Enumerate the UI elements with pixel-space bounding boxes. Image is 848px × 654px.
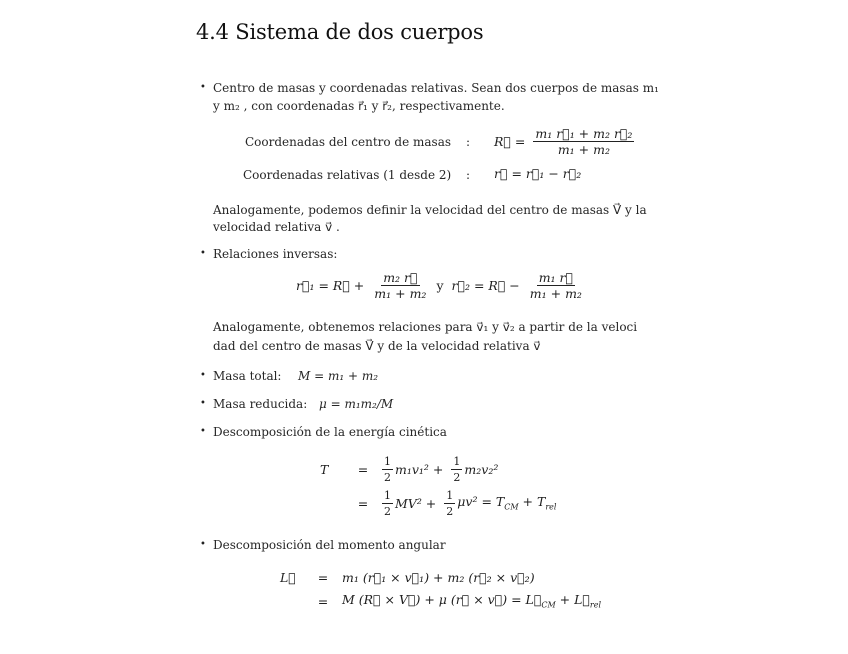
item-label: Masa total: bbox=[213, 369, 282, 383]
equation-lhs: L⃗ bbox=[280, 569, 296, 585]
term-text: + L⃗ bbox=[555, 592, 590, 608]
equation-term: m₁ (r⃗₁ × v⃗₁) + m₂ (r⃗₂ × v⃗₂) bbox=[342, 569, 535, 585]
subscript: CM bbox=[541, 600, 556, 610]
fraction-denominator: 2 bbox=[384, 470, 391, 484]
equation-label: Coordenadas del centro de masas bbox=[245, 135, 452, 149]
equals-sign: = bbox=[357, 495, 369, 511]
subscript: rel bbox=[545, 502, 557, 512]
subscript: rel bbox=[589, 600, 602, 610]
equation-term bbox=[342, 592, 601, 610]
paragraph-line: velocidad relativa v⃗ . bbox=[213, 220, 340, 234]
fraction-numerator: 1 bbox=[384, 488, 391, 502]
fraction-denominator: m₁ + m₂ bbox=[557, 142, 610, 157]
equation-label: Coordenadas relativas (1 desde 2) bbox=[243, 168, 452, 182]
fraction bbox=[382, 454, 393, 485]
bullet: • bbox=[200, 426, 206, 437]
bullet: • bbox=[200, 248, 206, 259]
fraction bbox=[528, 270, 584, 301]
fraction bbox=[444, 488, 455, 519]
equation-colon: : bbox=[466, 135, 471, 149]
fraction-numerator: 1 bbox=[453, 454, 461, 468]
inverse-relations-equation bbox=[296, 270, 584, 301]
fraction-numerator: 1 bbox=[446, 488, 454, 502]
fraction-numerator: m₁ r⃗ bbox=[538, 270, 574, 285]
equation-term: MV² + bbox=[395, 495, 437, 511]
equation-term: r⃗₁ = R⃗ + bbox=[296, 278, 365, 293]
paragraph-line: Centro de masas y coordenadas relativas. Sean dos cuerpos de masas m₁ bbox=[213, 81, 659, 95]
paragraph-line: y m₂ , con coordenadas r⃗₁ y r⃗₂, respectivamente. bbox=[213, 99, 505, 113]
fraction-denominator: 2 bbox=[453, 470, 461, 484]
fraction-denominator: 2 bbox=[446, 504, 454, 518]
equation-term: m₂v₂² bbox=[464, 461, 499, 477]
term-text: μv² = T bbox=[457, 494, 505, 510]
conjunction: y bbox=[436, 278, 444, 293]
subscript: CM bbox=[504, 502, 519, 512]
fraction-denominator: 2 bbox=[384, 504, 391, 518]
paragraph-line: dad del centro de masas V⃗ y de la velocidad relativa v⃗ bbox=[213, 339, 541, 353]
equation-term: m₁v₁² + bbox=[395, 461, 444, 477]
equals-sign: = bbox=[317, 593, 329, 609]
section-title: 4.4 Sistema de dos cuerpos bbox=[196, 20, 484, 44]
fraction-denominator: m₁ + m₂ bbox=[374, 286, 427, 301]
fraction-denominator: m₁ + m₂ bbox=[529, 286, 582, 301]
bullet: • bbox=[200, 398, 206, 409]
fraction bbox=[451, 454, 462, 485]
equation-colon: : bbox=[466, 168, 471, 182]
equation-term bbox=[457, 494, 556, 512]
item-label: Descomposición del momento angular bbox=[213, 538, 446, 552]
equation-lhs: T bbox=[320, 461, 329, 477]
kinetic-energy-equation bbox=[320, 452, 600, 520]
fraction bbox=[372, 270, 428, 301]
fraction-numerator: m₁ r⃗₁ + m₂ r⃗₂ bbox=[535, 126, 633, 141]
equals-sign: = bbox=[317, 569, 329, 585]
bullet: • bbox=[200, 370, 206, 381]
item-label: Descomposición de la energía cinética bbox=[213, 425, 447, 439]
item-label: Relaciones inversas: bbox=[213, 247, 338, 261]
equals-sign: = bbox=[357, 461, 369, 477]
equation-lhs: R⃗ = bbox=[494, 134, 526, 149]
paragraph-line: Analogamente, podemos definir la velocidad del centro de masas V⃗ y la bbox=[213, 203, 647, 217]
fraction bbox=[533, 126, 634, 157]
fraction-numerator: 1 bbox=[384, 454, 391, 468]
bullet: • bbox=[200, 82, 206, 93]
center-of-mass-equation bbox=[494, 126, 634, 157]
fraction-numerator: m₂ r⃗ bbox=[383, 270, 418, 285]
item-label: Masa reducida: bbox=[213, 397, 308, 411]
paragraph-line: Analogamente, obtenemos relaciones para v⃗₁ y v⃗₂ a partir de la veloci bbox=[213, 320, 638, 334]
equation-term: r⃗₂ = R⃗ − bbox=[451, 278, 520, 293]
relative-coordinates-equation: r⃗ = r⃗₁ − r⃗₂ bbox=[494, 166, 582, 181]
fraction bbox=[382, 488, 393, 519]
total-mass-formula: M = m₁ + m₂ bbox=[298, 369, 379, 383]
angular-momentum-equation bbox=[280, 566, 601, 614]
term-text: + T bbox=[518, 494, 546, 510]
bullet: • bbox=[200, 539, 206, 550]
reduced-mass-formula: μ = m₁m₂/M bbox=[319, 397, 394, 411]
term-text: M (R⃗ × V⃗) + μ (r⃗ × v⃗) = L⃗ bbox=[342, 592, 542, 608]
